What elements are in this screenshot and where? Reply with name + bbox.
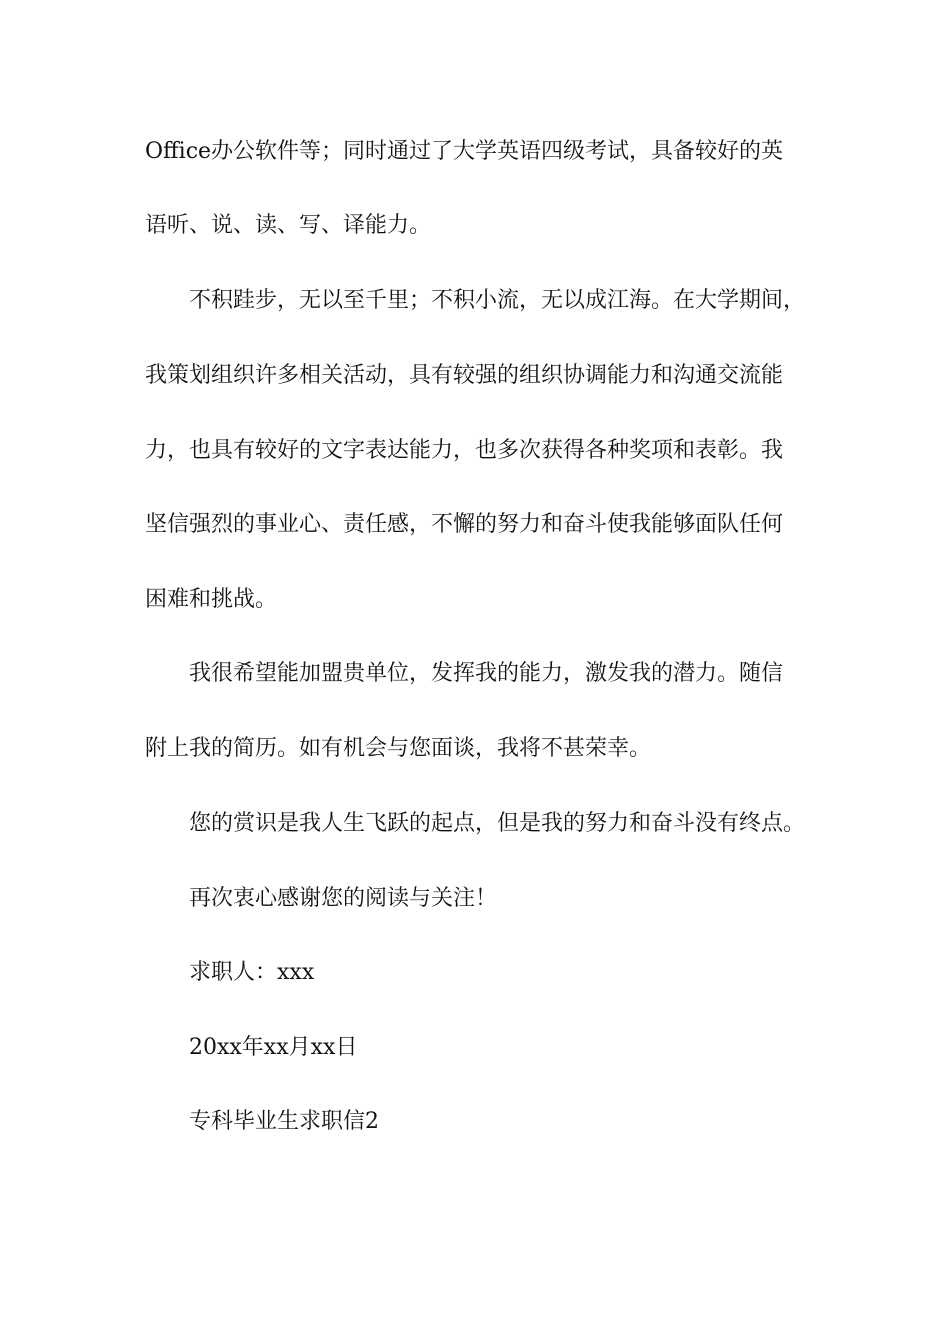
- body-text-line: 坚信强烈的事业心、责任感，不懈的努力和奋斗使我能够面队任何: [145, 512, 784, 537]
- paragraph-first-line: 不积跬步，无以至千里；不积小流，无以成江海。在大学期间，: [189, 288, 806, 313]
- closing-thanks: 再次衷心感谢您的阅读与关注！: [189, 886, 498, 911]
- body-text-line: 语听、说、读、写、译能力。: [145, 213, 432, 238]
- paragraph-first-line: 我很希望能加盟贵单位，发挥我的能力，激发我的潜力。随信: [189, 661, 784, 686]
- body-text-line: 力，也具有较好的文字表达能力，也多次获得各种奖项和表彰。我: [145, 438, 784, 463]
- section-heading: 专科毕业生求职信2: [189, 1109, 379, 1134]
- body-text-line: 困难和挑战。: [145, 587, 278, 612]
- body-text-line: Office办公软件等；同时通过了大学英语四级考试，具备较好的英: [145, 139, 784, 164]
- applicant-signature: 求职人：xxx: [189, 960, 315, 985]
- body-text-line: 附上我的简历。如有机会与您面谈，我将不甚荣幸。: [145, 736, 652, 761]
- paragraph-first-line: 您的赏识是我人生飞跃的起点，但是我的努力和奋斗没有终点。: [189, 811, 806, 836]
- letter-date: 20xx年xx月xx日: [189, 1035, 358, 1060]
- body-text-line: 我策划组织许多相关活动，具有较强的组织协调能力和沟通交流能: [145, 363, 784, 388]
